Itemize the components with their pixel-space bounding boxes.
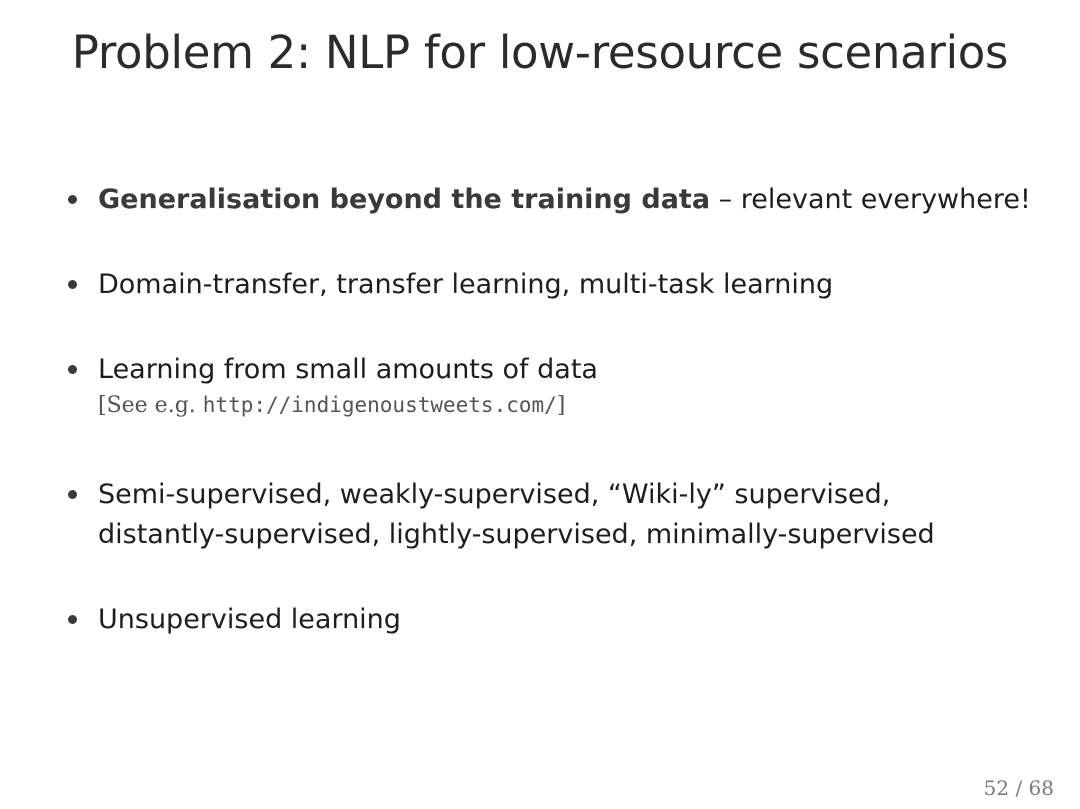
bullet-text: Unsupervised learning bbox=[98, 604, 401, 635]
bullet-text-line-1: Semi-supervised, weakly-supervised, “Wiki-ly” supervised, bbox=[98, 479, 891, 510]
bullet-dot-icon bbox=[68, 490, 77, 499]
reference-link[interactable]: http://indigenoustweets.com/ bbox=[202, 393, 557, 417]
bullet-text: Learning from small amounts of data bbox=[98, 354, 598, 385]
page-separator: / bbox=[1009, 776, 1029, 800]
bullet-text-line-2: distantly-supervised, lightly-supervised, minimally-supervised bbox=[98, 519, 935, 550]
reference-suffix: ] bbox=[556, 393, 566, 418]
bullet-dot-icon bbox=[68, 195, 77, 204]
reference-prefix: [See e.g. bbox=[98, 393, 203, 418]
slide-title: Problem 2: NLP for low-resource scenarios bbox=[71, 26, 1009, 79]
bullet-text bbox=[98, 180, 1031, 220]
bullet-bold-text: Generalisation beyond the training data bbox=[98, 184, 711, 215]
page-total: 68 bbox=[1028, 776, 1054, 800]
bullet-dot-icon bbox=[68, 615, 77, 624]
reference-note bbox=[98, 390, 565, 421]
bullet-rest-text: – relevant everywhere! bbox=[710, 184, 1031, 215]
bullet-dot-icon bbox=[68, 280, 77, 289]
page-current: 52 bbox=[983, 776, 1010, 800]
bullet-dot-icon bbox=[68, 365, 77, 374]
page-number bbox=[984, 776, 1054, 800]
bullet-text: Domain-transfer, transfer learning, multi-task learning bbox=[98, 269, 834, 300]
